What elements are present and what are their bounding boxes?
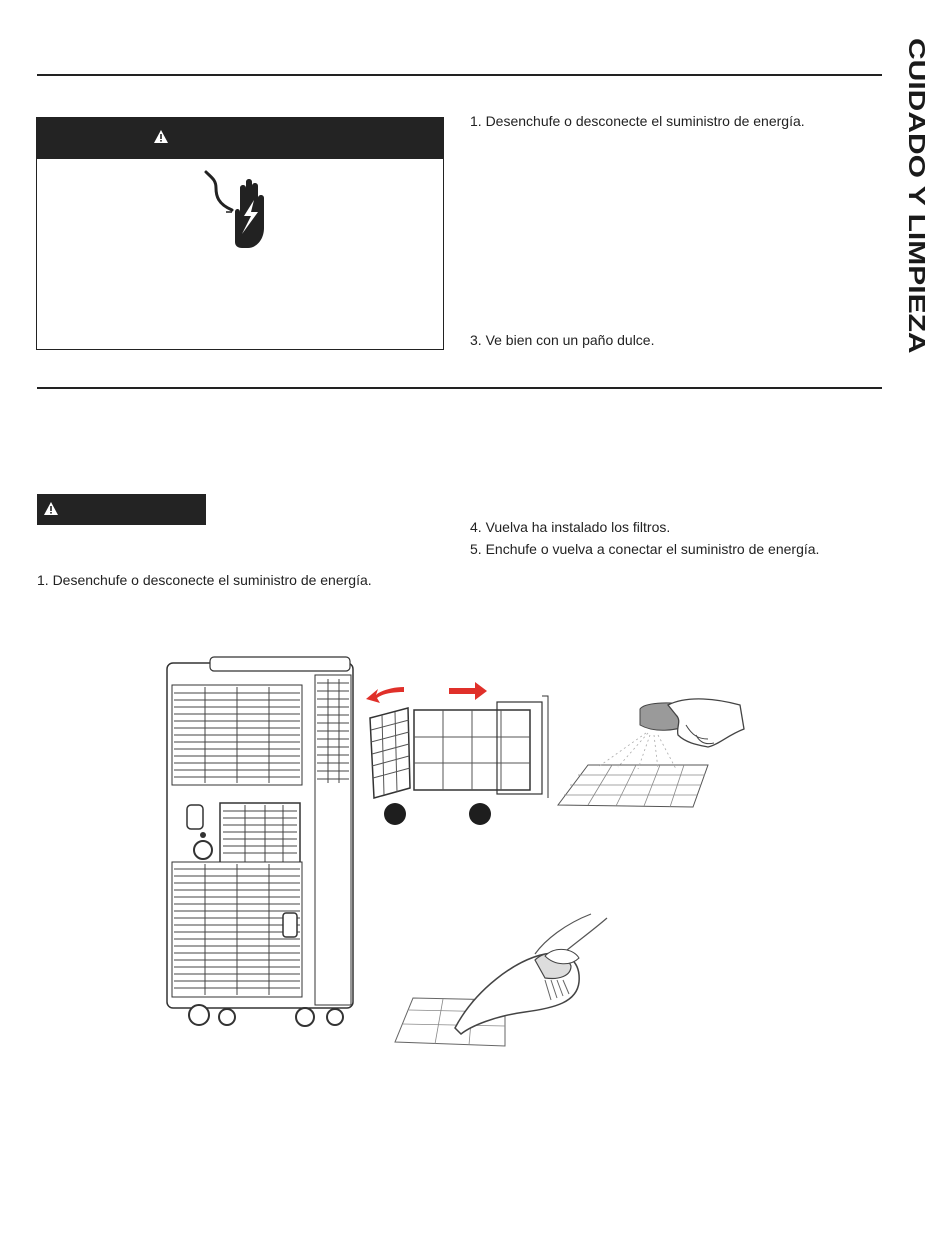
vacuum-cleaning-illustration — [395, 910, 615, 1050]
cloth-cleaning-illustration — [558, 695, 758, 820]
step-1-unplug-top: 1. Desenchufe o desconecte el suministro de energía. — [470, 113, 805, 129]
warning-triangle-icon — [44, 502, 58, 515]
callout-marker-2 — [469, 803, 491, 825]
step-3-soft-cloth: 3. Ve bien con un paño dulce. — [470, 332, 655, 348]
red-arrow-right-icon — [449, 682, 489, 700]
warning-triangle-icon — [154, 130, 168, 143]
step-4-reinstall-filters: 4. Vuelva ha instalado los filtros. — [470, 519, 671, 535]
warning-box — [36, 117, 444, 350]
step-1-unplug-bottom: 1. Desenchufe o desconecte el suministro de energía. — [37, 572, 372, 588]
red-arrow-left-icon — [366, 683, 406, 705]
air-conditioner-rear-illustration — [165, 655, 360, 1030]
section-side-title: CUIDADO Y LIMPIEZA — [903, 38, 930, 354]
warning-header-bar — [37, 118, 443, 159]
middle-section-rule — [37, 387, 882, 389]
electric-shock-hand-icon — [202, 170, 272, 250]
top-section-rule — [37, 74, 882, 76]
callout-marker-1 — [384, 803, 406, 825]
caution-header-bar — [37, 494, 206, 525]
step-5-reconnect-power: 5. Enchufe o vuelva a conectar el suministro de energía. — [470, 541, 820, 557]
